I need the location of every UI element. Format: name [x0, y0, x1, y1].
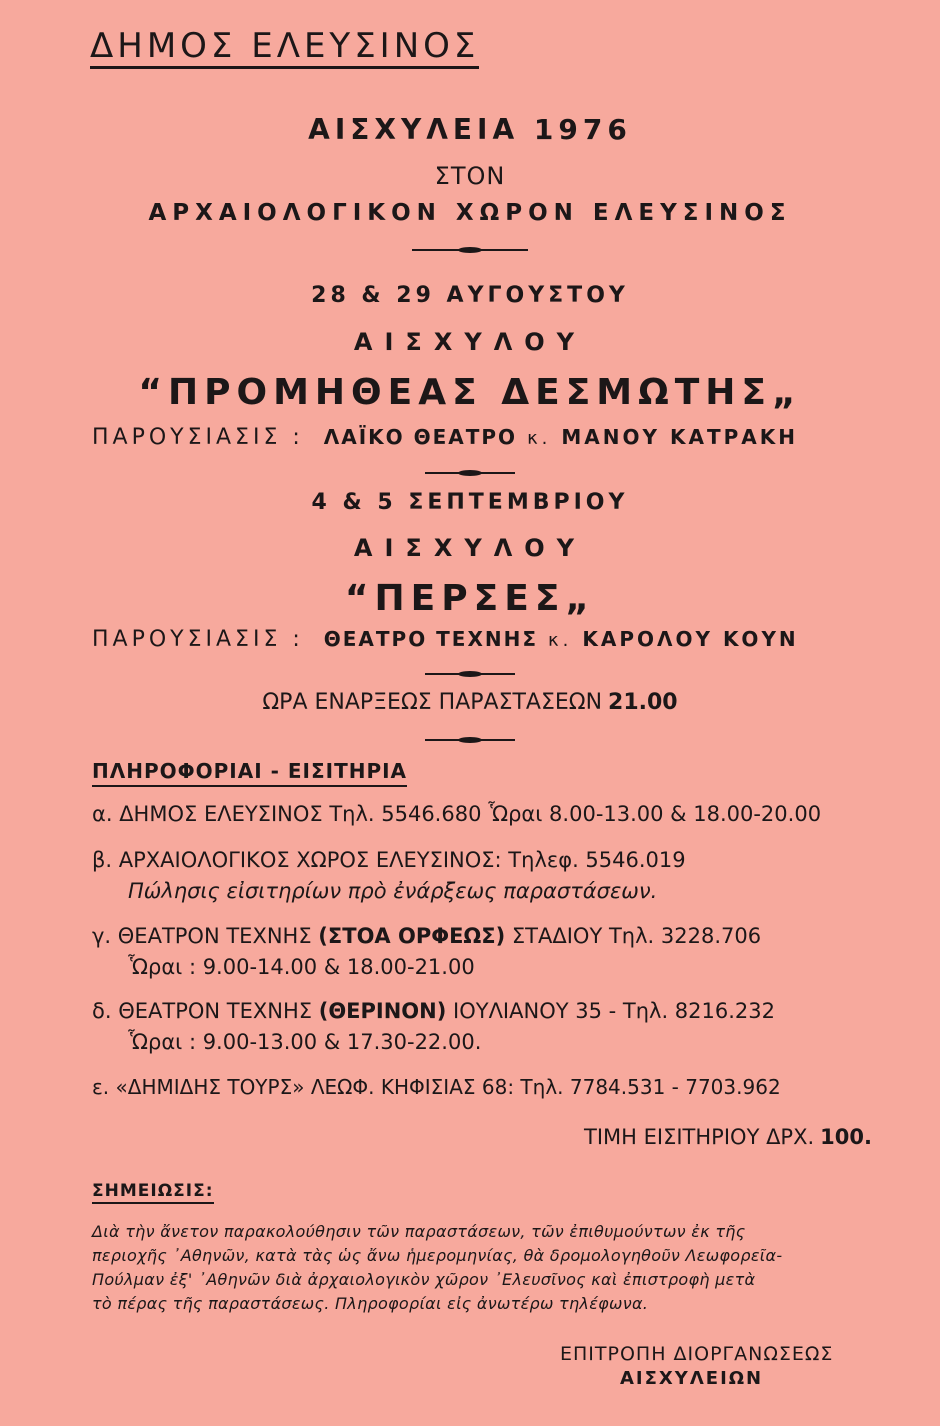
- municipality-header: ΔΗΜΟΣ ΕΛΕΥΣΙΝΟΣ: [90, 26, 479, 69]
- info-heading: ΠΛΗΡΟΦΟΡΙΑΙ - ΕΙΣΙΤΗΡΙΑ: [92, 757, 407, 787]
- info-item-b-note: Πώλησις εἰσιτηρίων πρὸ ἐνάρξεως παραστάσεων.: [128, 879, 658, 903]
- info-item-b: β. ΑΡΧΑΙΟΛΟΓΙΚΟΣ ΧΩΡΟΣ ΕΛΕΥΣΙΝΟΣ: Τηλεφ. 5546.019: [92, 848, 686, 872]
- notes-line: περιοχῆς ᾿Αθηνῶν, κατὰ τὰς ὡς ἄνω ἡμερομηνίας, θὰ δρομολογηθοῦν Λεωφορεῖα-: [92, 1246, 783, 1265]
- ticket-price-label: ΤΙΜΗ ΕΙΣΙΤΗΡΙΟΥ ΔΡΧ.: [584, 1125, 815, 1149]
- performance-1-presenter: [92, 425, 798, 450]
- ston-text: ΣΤΟΝ: [434, 162, 506, 190]
- info-item-c-bold: (ΣΤΟΑ ΟΡΦΕΩΣ): [318, 924, 506, 948]
- presenter-label: ΠΑΡΟΥΣΙΑΣΙΣ :: [92, 627, 304, 652]
- notes-body: [92, 1220, 892, 1316]
- venue-title: ΑΡΧΑΙΟΛΟΓΙΚΟΝ ΧΩΡΟΝ ΕΛΕΥΣΙΝΟΣ: [148, 200, 792, 226]
- info-item-d-bold: (ΘΕΡΙΝΟΝ): [318, 999, 447, 1023]
- info-item-a: α. ΔΗΜΟΣ ΕΛΕΥΣΙΝΟΣ Τηλ. 5546.680 Ὧραι 8.00-13.00 & 18.00-20.00: [92, 802, 822, 826]
- director-name: ΚΑΡΟΛΟΥ ΚΟΥΝ: [582, 627, 799, 651]
- start-time: [0, 690, 940, 715]
- performance-1-author: ΑΙΣΧΥΛΟΥ: [353, 328, 587, 356]
- presenter-label: ΠΑΡΟΥΣΙΑΣΙΣ :: [92, 425, 304, 450]
- notes-line: τὸ πέρας τῆς παραστάσεως. Πληροφορίαι εἰς ἀνωτέρω τηλέφωνα.: [92, 1294, 649, 1313]
- signature-committee: ΕΠΙΤΡΟΠΗ ΔΙΟΡΓΑΝΩΣΕΩΣ: [560, 1343, 834, 1365]
- ornament-divider: [0, 668, 940, 682]
- performance-2-play: “ΠΕΡΣΕΣ„: [344, 578, 596, 619]
- performance-2-author: ΑΙΣΧΥΛΟΥ: [353, 534, 587, 562]
- signature-festival: ΑΙΣΧΥΛΕΙΩΝ: [620, 1368, 764, 1389]
- honorific: κ.: [527, 428, 552, 449]
- ornament-divider: [0, 244, 940, 258]
- theater-name: ΛΑΪΚΟ ΘΕΑΤΡΟ: [323, 425, 518, 449]
- festival-title: ΑΙΣΧΥΛΕΙΑ 1976: [308, 113, 632, 146]
- performance-2-presenter: [92, 627, 799, 652]
- info-item-c-hours: Ὧραι : 9.00-14.00 & 18.00-21.00: [128, 955, 475, 979]
- theater-name: ΘΕΑΤΡΟ ΤΕΧΝΗΣ: [323, 627, 539, 651]
- start-time-label: ΩΡΑ ΕΝΑΡΞΕΩΣ ΠΑΡΑΣΤΑΣΕΩΝ: [262, 690, 603, 715]
- performance-2-date: 4 & 5 ΣΕΠΤΕΜΒΡΙΟΥ: [311, 490, 629, 515]
- info-item-d-post: ΙΟΥΛΙΑΝΟΥ 35 - Τηλ. 8216.232: [453, 999, 775, 1023]
- ticket-price: [584, 1125, 872, 1149]
- info-item-c-post: ΣΤΑΔΙΟΥ Τηλ. 3228.706: [511, 924, 762, 948]
- info-item-d: [92, 999, 775, 1023]
- info-item-c-pre: γ. ΘΕΑΤΡΟΝ ΤΕΧΝΗΣ: [92, 924, 312, 948]
- ornament-divider: [0, 734, 940, 748]
- performance-1-play: “ΠΡΟΜΗΘΕΑΣ ΔΕΣΜΩΤΗΣ„: [138, 372, 802, 413]
- notes-line: Πούλμαν ἐξ' ᾿Αθηνῶν διὰ ἀρχαιολογικὸν χῶρον ᾿Ελευσῖνος καὶ ἐπιστροφὴ μετὰ: [92, 1270, 756, 1289]
- info-item-d-hours: Ὧραι : 9.00-13.00 & 17.30-22.00.: [128, 1030, 482, 1054]
- notes-line: Διὰ τὴν ἄνετον παρακολούθησιν τῶν παραστάσεων, τῶν ἐπιθυμούντων ἐκ τῆς: [92, 1222, 746, 1241]
- notes-heading: ΣΗΜΕΙΩΣΙΣ:: [92, 1180, 214, 1204]
- ticket-price-value: 100.: [820, 1125, 872, 1149]
- honorific: κ.: [548, 630, 573, 651]
- director-name: ΜΑΝΟΥ ΚΑΤΡΑΚΗ: [561, 425, 798, 449]
- performance-1-date: 28 & 29 ΑΥΓΟΥΣΤΟΥ: [311, 283, 629, 308]
- info-item-d-pre: δ. ΘΕΑΤΡΟΝ ΤΕΧΝΗΣ: [92, 999, 313, 1023]
- start-time-value: 21.00: [608, 690, 678, 715]
- info-item-e: ε. «ΔΗΜΙΔΗΣ ΤΟΥΡΣ» ΛΕΩΦ. ΚΗΦΙΣΙΑΣ 68: Τηλ. 7784.531 - 7703.962: [92, 1075, 781, 1099]
- info-item-c: [92, 924, 761, 948]
- ornament-divider: [0, 467, 940, 481]
